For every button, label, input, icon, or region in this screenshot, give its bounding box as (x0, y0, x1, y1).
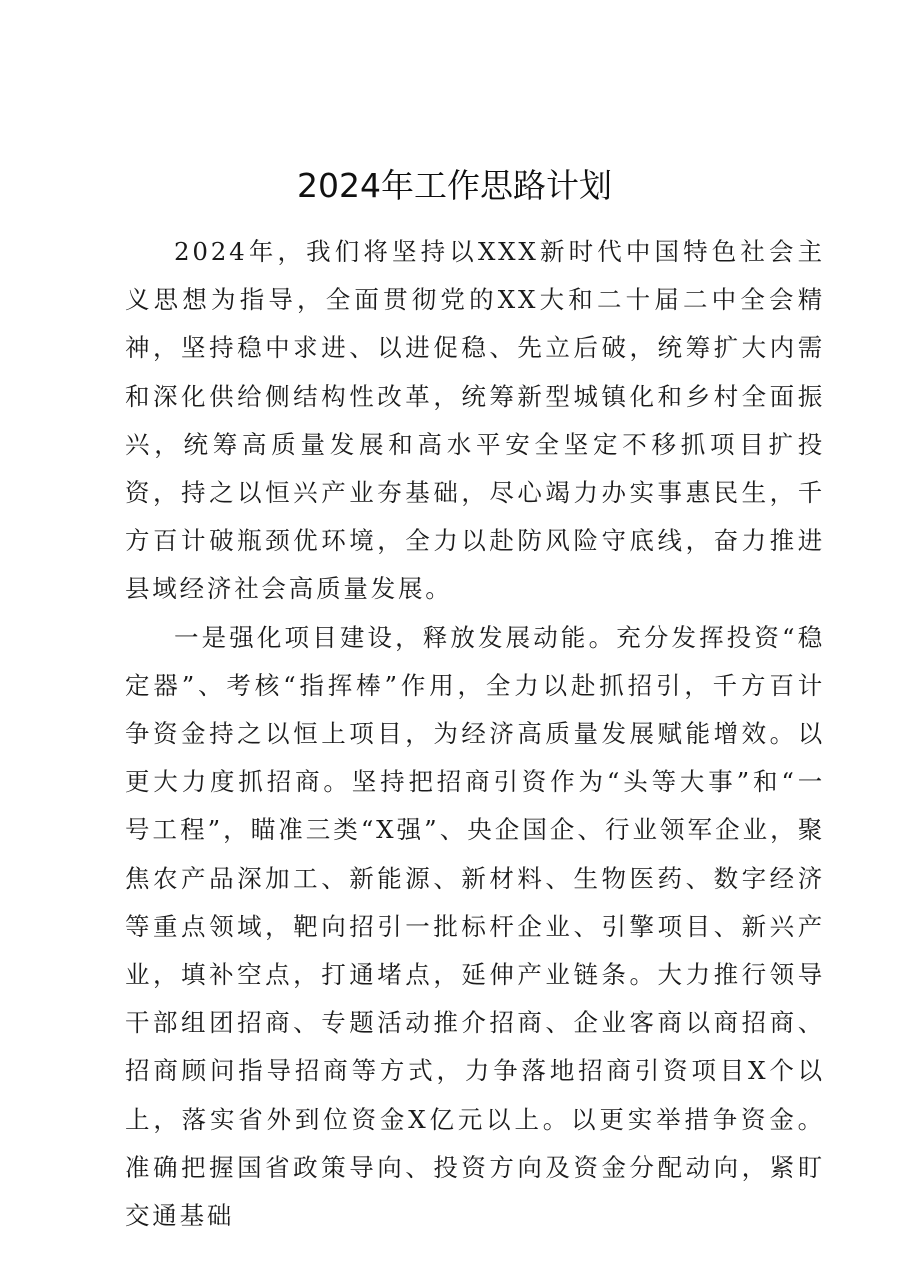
paragraph-intro: 2024年，我们将坚持以XXX新时代中国特色社会主义思想为指导，全面贯彻党的XX大和二十届二中全会精神，坚持稳中求进、以进促稳、先立后破，统筹扩大内需和深化供给侧结构性改革，统筹新型城镇化和乡村全面振兴，统筹高质量发展和高水平安全坚定不移抓项目扩投资，持之以恒兴产业夯基础，尽心竭力办实事惠民生，千方百计破瓶颈优环境，全力以赴防风险守底线，奋力推进县域经济社会高质量发展。 (125, 237, 825, 604)
document-title: 2024年工作思路计划 (297, 166, 612, 205)
document-body (125, 228, 825, 1240)
paragraph-project-construction: 一是强化项目建设，释放发展动能。充分发挥投资“稳定器”、考核“指挥棒”作用，全力以赴抓招引，千方百计争资金持之以恒上项目，为经济高质量发展赋能增效。以更大力度抓招商。坚持把招商引资作为“头等大事”和“一号工程”，瞄准三类“X强”、央企国企、行业领军企业，聚焦农产品深加工、新能源、新材料、生物医药、数字经济等重点领域，靶向招引一批标杆企业、引擎项目、新兴产业，填补空点，打通堵点，延伸产业链条。大力推行领导干部组团招商、专题活动推介招商、企业客商以商招商、招商顾问指导招商等方式，力争落地招商引资项目X个以上，落实省外到位资金X亿元以上。以更实举措争资金。准确把握国省政策导向、投资方向及资金分配动向，紧盯交通基础 (125, 622, 825, 1231)
